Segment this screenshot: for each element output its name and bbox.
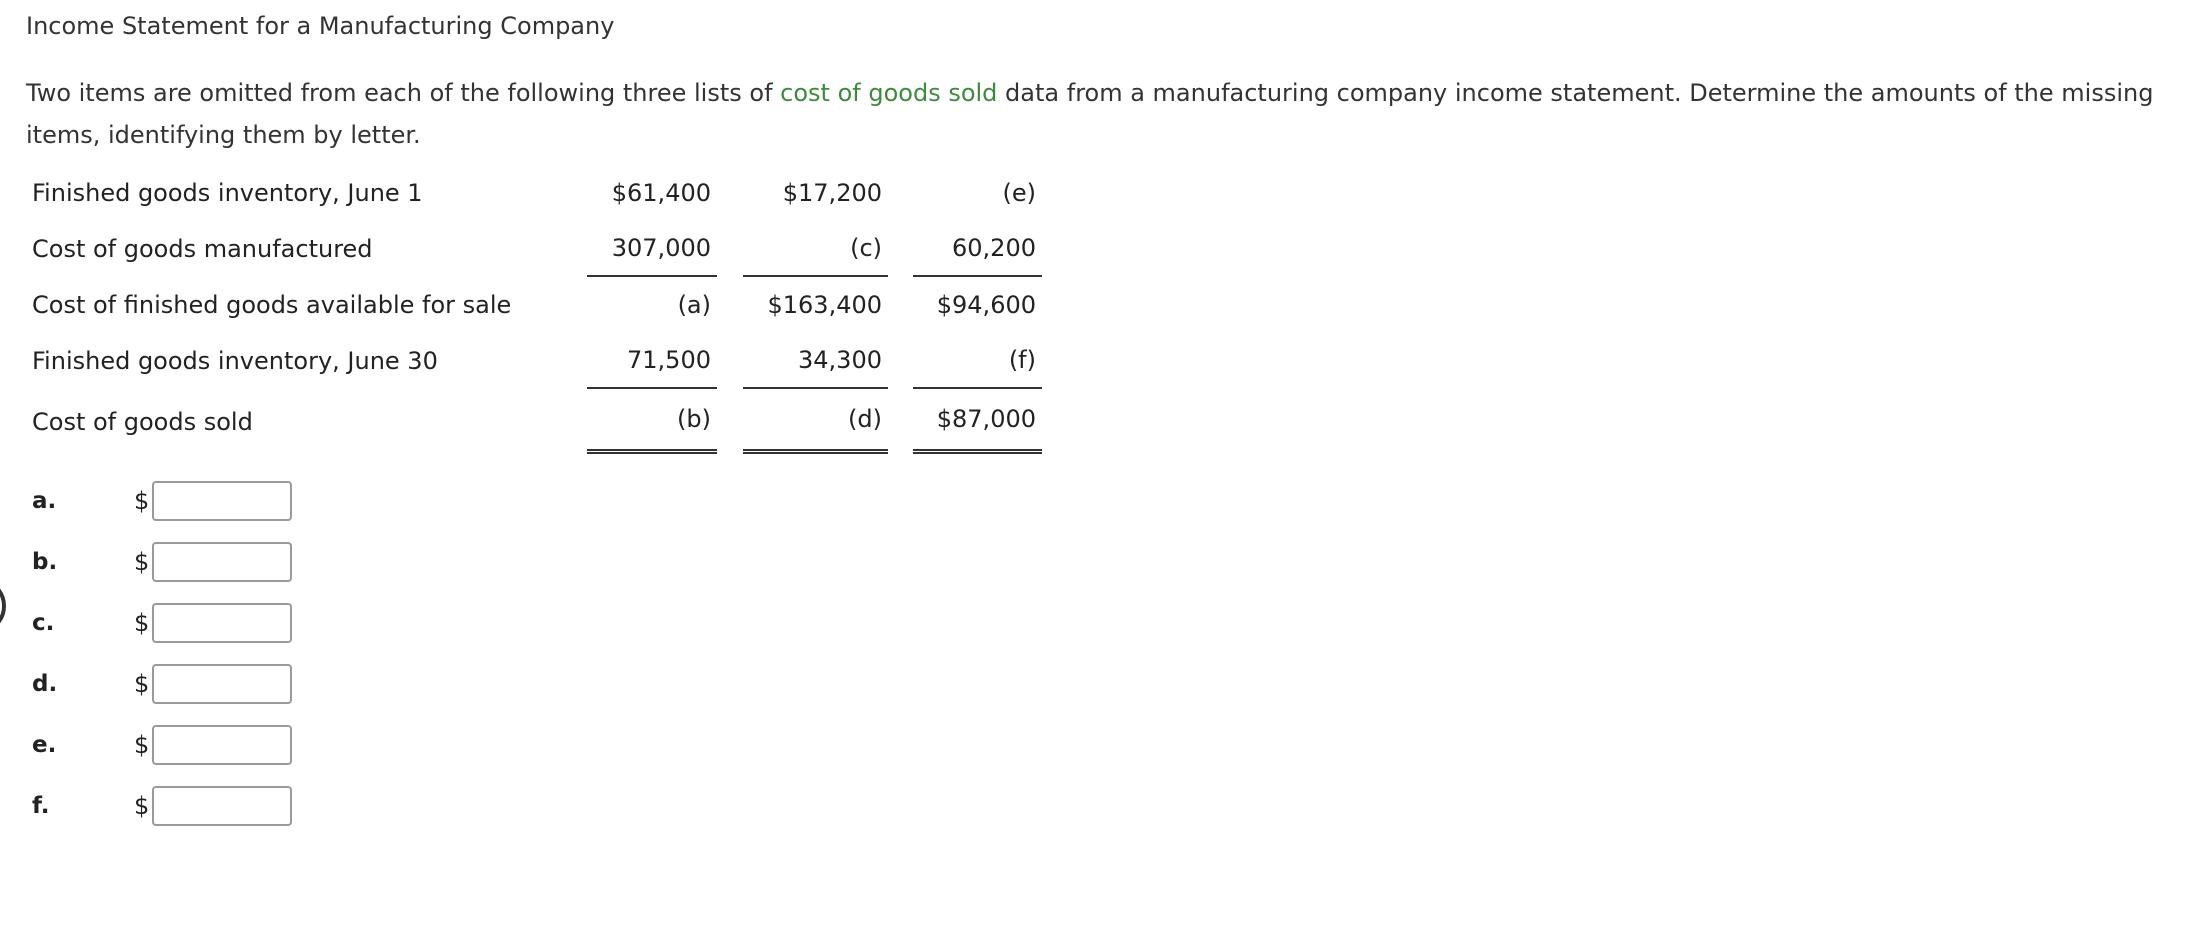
answer-input-b[interactable] <box>152 542 292 582</box>
dollar-sign: $ <box>134 669 150 698</box>
answer-row-f <box>32 775 292 836</box>
answer-input-a[interactable] <box>152 481 292 521</box>
cell-list3: $94,600 <box>936 290 1036 319</box>
statement-row-cost-of-goods-sold <box>22 389 1042 454</box>
intro-text-after: data from a manufacturing company income statement. Determine the amounts of the missing items, identifying them by letter. <box>26 79 2154 149</box>
answer-letter: a. <box>32 487 57 514</box>
answer-letter: d. <box>32 670 58 697</box>
cell-list1: (b) <box>587 389 717 454</box>
cell-list1: (a) <box>677 290 711 319</box>
answer-letter: e. <box>32 731 57 758</box>
dollar-sign: $ <box>134 547 150 576</box>
dollar-sign: $ <box>134 791 150 820</box>
statement-row-closing-inventory <box>22 332 1042 389</box>
intro-text-before: Two items are omitted from each of the following three lists of <box>26 79 781 107</box>
row-label: Finished goods inventory, June 30 <box>32 346 438 375</box>
cell-list3: (f) <box>913 332 1042 389</box>
cell-list1: 307,000 <box>587 220 717 277</box>
cell-list3: $87,000 <box>913 389 1042 454</box>
cell-list2: (c) <box>743 220 888 277</box>
cell-list2: $163,400 <box>767 290 882 319</box>
row-label: Cost of goods sold <box>32 407 253 436</box>
answer-letter: b. <box>32 548 58 575</box>
dollar-sign: $ <box>134 730 150 759</box>
answer-input-e[interactable] <box>152 725 292 765</box>
cell-list2: 34,300 <box>743 332 888 389</box>
statement-row-opening-inventory <box>22 165 1042 220</box>
answer-input-f[interactable] <box>152 786 292 826</box>
answer-letter: f. <box>32 792 50 819</box>
answer-row-e <box>32 714 292 775</box>
row-label: Finished goods inventory, June 1 <box>32 178 423 207</box>
statement-table <box>22 165 1042 454</box>
side-ring-icon <box>0 578 6 634</box>
answer-letter: c. <box>32 609 55 636</box>
statement-row-available-for-sale <box>22 277 1042 332</box>
answer-row-a <box>32 470 292 531</box>
cell-list2: (d) <box>743 389 888 454</box>
dollar-sign: $ <box>134 486 150 515</box>
cost-of-goods-sold-link[interactable]: cost of goods sold <box>780 79 998 107</box>
answer-row-d <box>32 653 292 714</box>
page-title: Income Statement for a Manufacturing Company <box>26 12 615 40</box>
cell-list2: $17,200 <box>782 178 882 207</box>
cell-list1: $61,400 <box>611 178 711 207</box>
answer-input-c[interactable] <box>152 603 292 643</box>
row-label: Cost of finished goods available for sale <box>32 290 512 319</box>
answer-row-c <box>32 592 292 653</box>
answer-input-d[interactable] <box>152 664 292 704</box>
row-label: Cost of goods manufactured <box>32 234 373 263</box>
answer-list <box>32 470 292 836</box>
cell-list3: 60,200 <box>913 220 1042 277</box>
answer-row-b <box>32 531 292 592</box>
statement-row-cost-manufactured <box>22 220 1042 277</box>
cell-list1: 71,500 <box>587 332 717 389</box>
intro-paragraph <box>26 72 2196 156</box>
dollar-sign: $ <box>134 608 150 637</box>
cell-list3: (e) <box>1002 178 1036 207</box>
